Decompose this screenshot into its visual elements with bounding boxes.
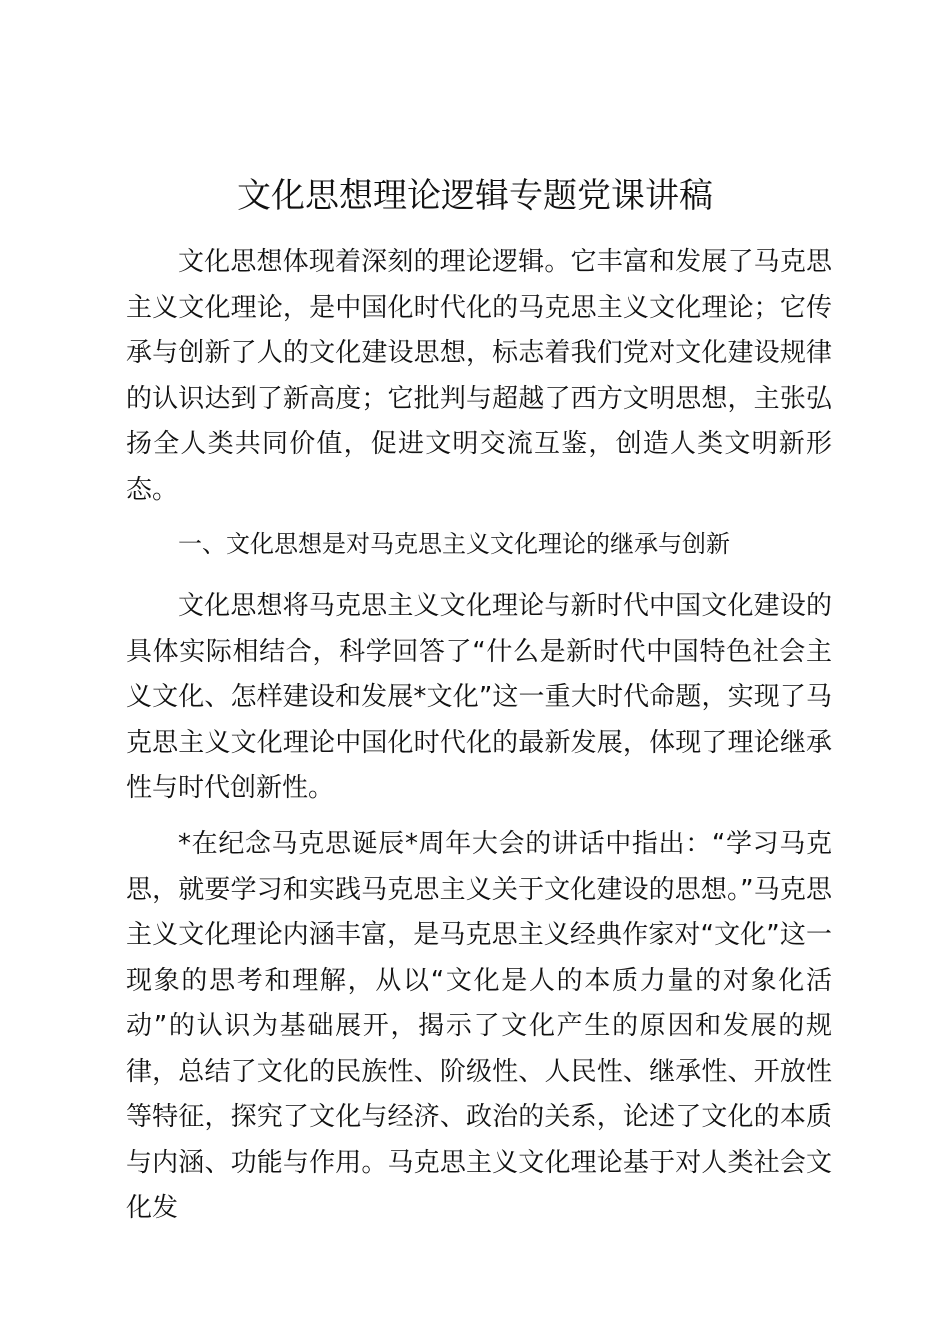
body-paragraph-2: 文化思想将马克思主义文化理论与新时代中国文化建设的具体实际相结合，科学回答了“什么是新时代中国特色社会主义文化、怎样建设和发展*文化”这一重大时代命题，实现了马克思主义文化理论中国化时代化的最新发展，体现了理论继承性与时代创新性。 xyxy=(126,591,832,803)
section-heading: 一、文化思想是对马克思主义文化理论的继承与创新 xyxy=(178,530,730,558)
intro-paragraph: 文化思想体现着深刻的理论逻辑。它丰富和发展了马克思主义文化理论，是中国化时代化的马克思主义文化理论；它传承与创新了人的文化建设思想，标志着我们党对文化建设规律的认识达到了新高度；它批判与超越了西方文明思想，主张弘扬全人类共同价值，促进文明交流互鉴，创造人类文明新形态。 xyxy=(126,247,832,505)
para2-block xyxy=(126,584,832,812)
para3-block xyxy=(126,822,832,1232)
body-paragraph-3: *在纪念马克思诞辰*周年大会的讲话中指出：“学习马克思，就要学习和实践马克思主义关于文化建设的思想。”马克思主义文化理论内涵丰富，是马克思主义经典作家对“文化”这一现象的思考和理解，从以“文化是人的本质力量的对象化活动”的认识为基础展开，揭示了文化产生的原因和发展的规律，总结了文化的民族性、阶级性、人民性、继承性、开放性等特征，探究了文化与经济、政治的关系，论述了文化的本质与内涵、功能与作用。马克思主义文化理论基于对人类社会文化发 xyxy=(126,829,832,1223)
intro-block xyxy=(126,240,832,513)
document-title: 文化思想理论逻辑专题党课讲稿 xyxy=(237,176,713,216)
section-heading-block xyxy=(126,522,832,568)
